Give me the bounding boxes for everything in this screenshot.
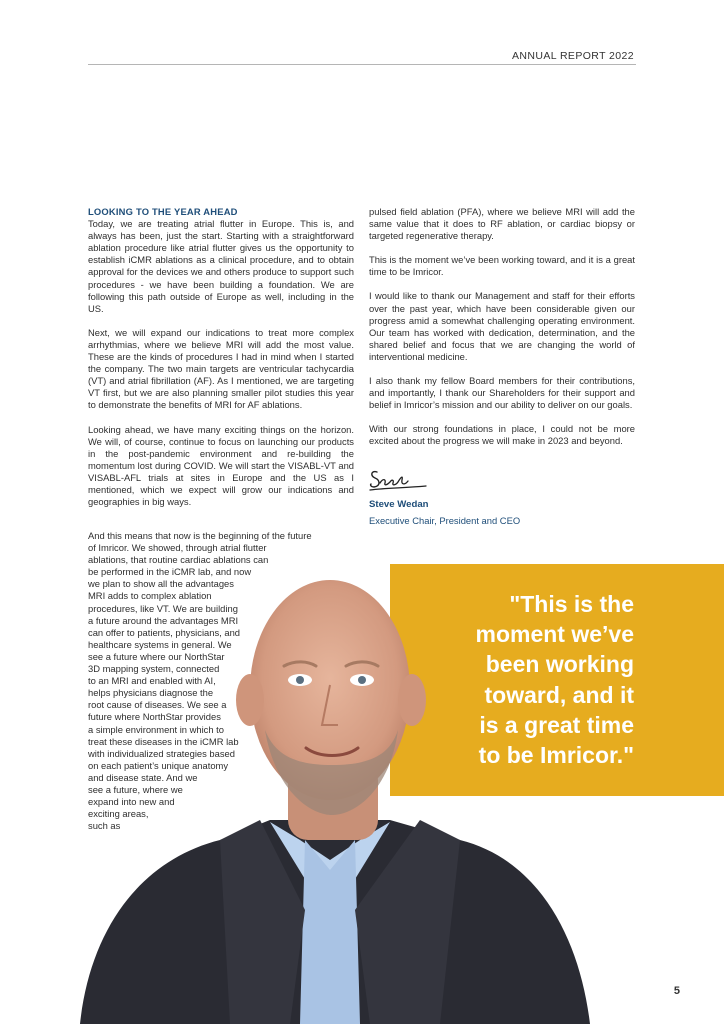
section-heading: LOOKING TO THE YEAR AHEAD [88,206,238,217]
wrap-line: we plan to show all the advantages [88,578,234,590]
wrap-line: see a future where our NorthStar [88,650,225,662]
paragraph: This is the moment we’ve been working toward, and it is a great time to be Imricor. [369,254,635,278]
wrap-line: a simple environment in which to [88,723,225,735]
wrap-line: of Imricor. We showed, through atrial flutter [88,542,267,554]
paragraph: Looking ahead, we have many exciting things on the horizon. We will, of course, continue to focus on launching our products in the post-pandemic environment and re-building the momentum lost during COVID. We will start the VISABL-VT and VISABL-AFL trials at sites in Europe and the US as I mentioned, which we expect will grow our indications and geographies in big ways. [88,423,354,508]
wrap-line: see a future, where we [88,783,183,795]
wrap-line: be performed in the iCMR lab, and now [88,566,252,578]
header-divider [88,64,636,65]
wrap-line: can offer to patients, physicians, and [88,626,241,638]
wrap-line: to an MRI and enabled with AI, [88,675,216,687]
wrap-line: future where NorthStar provides [88,711,221,723]
page-number: 5 [673,985,680,997]
wrap-line: root cause of diseases. We see a [88,699,227,711]
signatory-name: Steve Wedan [369,499,429,510]
paragraph: pulsed field ablation (PFA), where we believe MRI will add the same value that it does to RF ablation, or cardiac biopsy or targeted regenerative therapy. [369,206,635,242]
signatory-title: Executive Chair, President and CEO [369,515,521,526]
paragraph: I also thank my fellow Board members for their contributions, and importantly, I thank our Shareholders for their support and belief in Imricor’s mission and our ability to deliver on our goals. [369,375,635,411]
quote-line: is a great time [479,711,634,738]
quote-line: to be Imricor." [478,742,634,769]
quote-line: moment we’ve [475,621,634,648]
wrap-line: and disease state. And we [88,771,198,783]
wrap-line: on each patient’s unique anatomy [88,759,229,771]
wrap-line: 3D mapping system, connected [88,663,220,675]
wrap-line: ablations, that routine cardiac ablations can [88,554,269,566]
pull-quote [394,589,634,770]
wrap-line: such as [88,820,121,832]
wrap-line: exciting areas, [88,808,149,820]
report-title: ANNUAL REPORT 2022 [512,50,634,62]
wrap-line: procedures, like VT. We are building [88,602,238,614]
left-column [88,206,354,520]
wrap-line: a future around the advantages MRI [88,614,239,626]
wrap-line: MRI adds to complex ablation [88,590,212,602]
wrap-line: with individualized strategies based [88,747,235,759]
signature-image [368,466,428,494]
quote-line: "This is the [509,591,634,617]
wrap-line: And this means that now is the beginning of the future [88,530,312,541]
quote-line: been working [485,651,634,678]
wrap-line: healthcare systems in general. We [88,638,232,650]
paragraph: With our strong foundations in place, I could not be more excited about the progress we will make in 2023 and beyond. [369,423,635,447]
wrap-line: helps physicians diagnose the [88,687,214,699]
paragraph: I would like to thank our Management and staff for their efforts over the past year, which have been considerable given our progress amid a somewhat challenging operating environment. Our team has worked with dedication, determination, and the shared belief and focus that we are changing the world of interventional medicine. [369,290,635,362]
wrap-line: treat these diseases in the iCMR lab [88,735,239,747]
right-column [369,206,635,460]
quote-line: toward, and it [484,681,634,708]
paragraph: Today, we are treating atrial flutter in Europe. This is, and always has been, just the start. Starting with a straightforward ablation procedure like atrial flutter gives us the opportunity to establish iCMR ablations as a clinical procedure, and to obtain approval for the devices we and others produce to support such procedures - we have been building a foundation. We are following this path outside of Europe as well, including in the US. [88,218,354,314]
wrap-line: expand into new and [88,796,175,808]
paragraph: Next, we will expand our indications to treat more complex arrhythmias, where we believe MRI will add the most value. These are the kinds of procedures I had in mind when I started the company. The two main targets are ventricular tachycardia (VT) and atrial fibrillation (AF). As I mentioned, we are targeting VT first, but we are also planning smaller pilot studies this year to demonstrate the benefits of MRI for AF ablations. [88,326,354,411]
